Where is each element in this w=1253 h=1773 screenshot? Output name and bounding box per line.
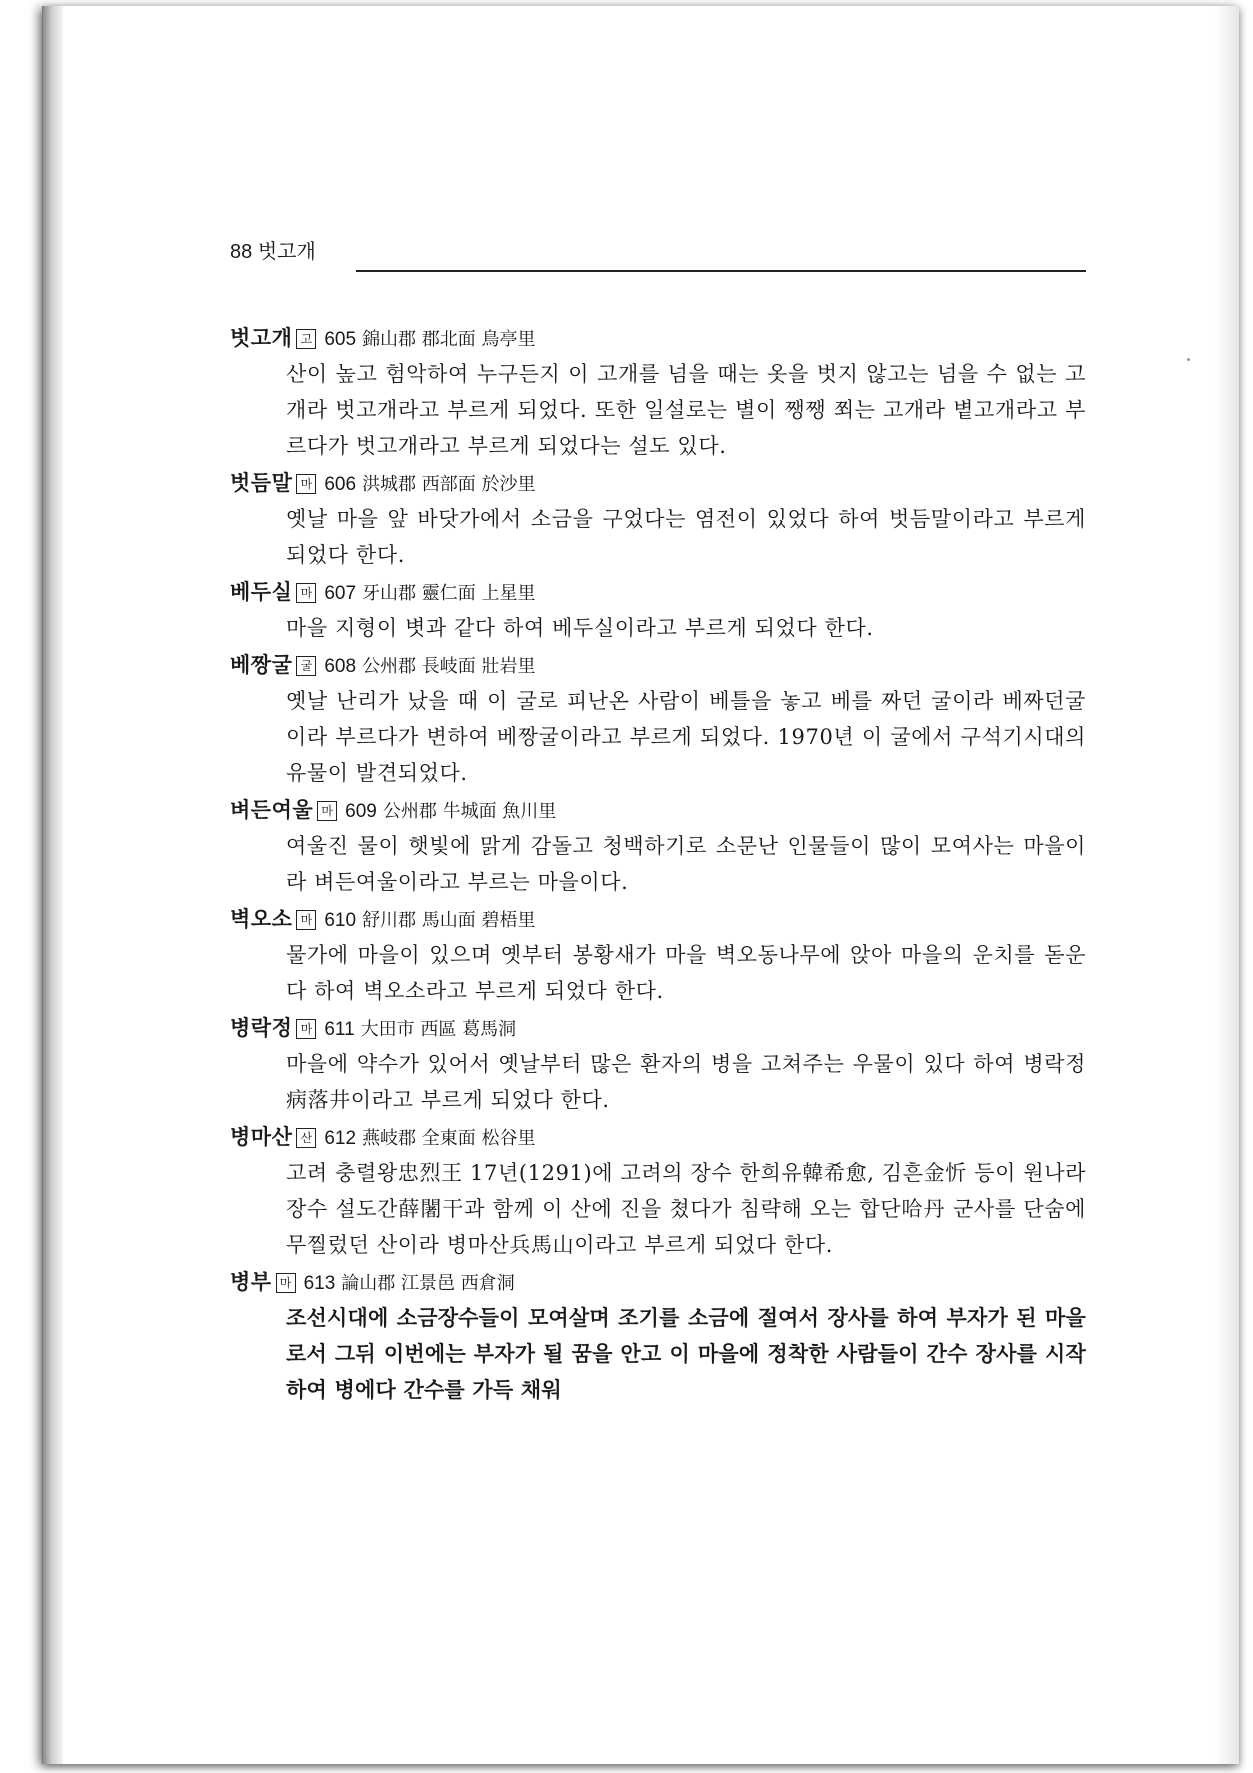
type-mark-icon: 고 [296, 329, 316, 349]
type-mark-icon: 마 [296, 583, 316, 603]
header-rule [356, 270, 1086, 272]
entry-location: 牙山郡 靈仁面 上星里 [362, 583, 536, 604]
entry-location: 論山郡 江景邑 西倉洞 [341, 1273, 515, 1294]
entry-611 [230, 1010, 1086, 1118]
entry-610 [230, 901, 1086, 1009]
entry-number: 609 [345, 801, 377, 822]
type-mark-icon: 굴 [296, 656, 316, 676]
entry-head [230, 647, 1086, 683]
type-mark-icon: 마 [296, 474, 316, 494]
entry-head [230, 792, 1086, 828]
entry-head [230, 1264, 1086, 1300]
entry-body: 조선시대에 소금장수들이 모여살며 조기를 소금에 절여서 장사를 하여 부자가 된 마을로서 그뒤 이번에는 부자가 될 꿈을 안고 이 마을에 정착한 사람들이 간수 장사를 시작하여 병에다 간수를 가득 채워 [286, 1305, 1086, 1402]
entry-body: 여울진 물이 햇빛에 맑게 감돌고 청백하기로 소문난 인물들이 많이 모여사는 마을이라 벼든여울이라고 부르는 마을이다. [286, 834, 1086, 894]
entry-head [230, 1010, 1086, 1046]
page-number: 88 [230, 241, 253, 263]
entry-body: 마을에 약수가 있어서 옛날부터 많은 환자의 병을 고쳐주는 우물이 있다 하여 병락정病落井이라고 부르게 되었다 한다. [286, 1052, 1086, 1112]
entry-location: 洪城郡 西部面 於沙里 [362, 474, 536, 495]
type-mark-icon: 마 [317, 801, 337, 821]
headword: 베두실 [230, 580, 293, 604]
entry-location: 大田市 西區 葛馬洞 [360, 1019, 517, 1040]
entry-607 [230, 574, 1086, 646]
paper-speck [1187, 358, 1190, 361]
type-mark-icon: 마 [296, 1019, 316, 1039]
running-title: 벗고개 [257, 241, 316, 263]
entry-612 [230, 1119, 1086, 1263]
entry-body: 고려 충렬왕忠烈王 17년(1291)에 고려의 장수 한희유韓希愈, 김흔金忻 등이 원나라 장수 설도간薛闍干과 함께 이 산에 진을 쳤다가 침략해 오는 합단哈丹 군사를 단숨에 무찔렀던 산이라 병마산兵馬山이라고 부르게 되었다 한다. [286, 1161, 1086, 1257]
entry-location: 錦山郡 郡北面 鳥亭里 [362, 329, 536, 350]
headword: 병부 [230, 1270, 272, 1294]
entry-609 [230, 792, 1086, 900]
entry-location: 公州郡 長岐面 壯岩里 [362, 656, 536, 677]
entry-number: 613 [303, 1273, 336, 1294]
gutter-shade [1215, 6, 1239, 1764]
entry-608 [230, 647, 1086, 791]
entry-body: 산이 높고 험악하여 누구든지 이 고개를 넘을 때는 옷을 벗지 않고는 넘을 수 없는 고개라 벗고개라고 부르게 되었다. 또한 일설로는 별이 쨍쨍 쬐는 고개라 볕고개라고 부르다가 벗고개라고 부르게 되었다는 설도 있다. [286, 362, 1086, 458]
entry-body: 옛날 마을 앞 바닷가에서 소금을 구었다는 염전이 있었다 하여 벗듬말이라고 부르게 되었다 한다. [286, 507, 1086, 567]
entry-number: 605 [324, 329, 357, 350]
entry-list [230, 320, 1086, 1409]
entry-number: 607 [324, 583, 357, 604]
entry-location: 公州郡 牛城面 魚川里 [382, 801, 557, 822]
entry-head [230, 1119, 1086, 1155]
entry-number: 606 [324, 474, 357, 495]
type-mark-icon: 산 [296, 1128, 316, 1148]
type-mark-icon: 마 [296, 910, 316, 930]
headword: 벗듬말 [230, 471, 293, 495]
entry-body: 옛날 난리가 났을 때 이 굴로 피난온 사람이 베틀을 놓고 베를 짜던 굴이라 베짜던굴이라 부르다가 변하여 베짱굴이라고 부르게 되었다. 1970년 이 굴에서 구석기시대의 유물이 발견되었다. [286, 689, 1086, 785]
headword: 병마산 [230, 1125, 293, 1149]
headword: 벽오소 [230, 907, 293, 931]
entry-number: 611 [324, 1019, 355, 1040]
entry-number: 610 [324, 910, 357, 931]
headword: 벗고개 [230, 326, 293, 350]
entry-head [230, 901, 1086, 937]
page-edge-shadow [43, 6, 63, 1764]
headword: 베짱굴 [230, 653, 293, 677]
entry-body: 마을 지형이 볏과 같다 하여 베두실이라고 부르게 되었다 한다. [286, 616, 874, 640]
running-header [230, 237, 1086, 273]
entry-head [230, 465, 1086, 501]
entry-613 [230, 1264, 1086, 1408]
headword: 병락정 [230, 1016, 293, 1040]
entry-number: 608 [324, 656, 357, 677]
header-text [230, 237, 316, 267]
entry-606 [230, 465, 1086, 573]
entry-body: 물가에 마을이 있으며 옛부터 봉황새가 마을 벽오동나무에 앉아 마을의 운치를 돋운다 하여 벽오소라고 부르게 되었다 한다. [286, 943, 1086, 1003]
type-mark-icon: 마 [276, 1273, 296, 1293]
entry-head [230, 320, 1086, 356]
entry-number: 612 [324, 1128, 357, 1149]
entry-location: 燕岐郡 全東面 松谷里 [362, 1128, 536, 1149]
entry-605 [230, 320, 1086, 464]
entry-location: 舒川郡 馬山面 碧梧里 [362, 910, 536, 931]
headword: 벼든여울 [230, 798, 314, 822]
entry-head [230, 574, 1086, 610]
